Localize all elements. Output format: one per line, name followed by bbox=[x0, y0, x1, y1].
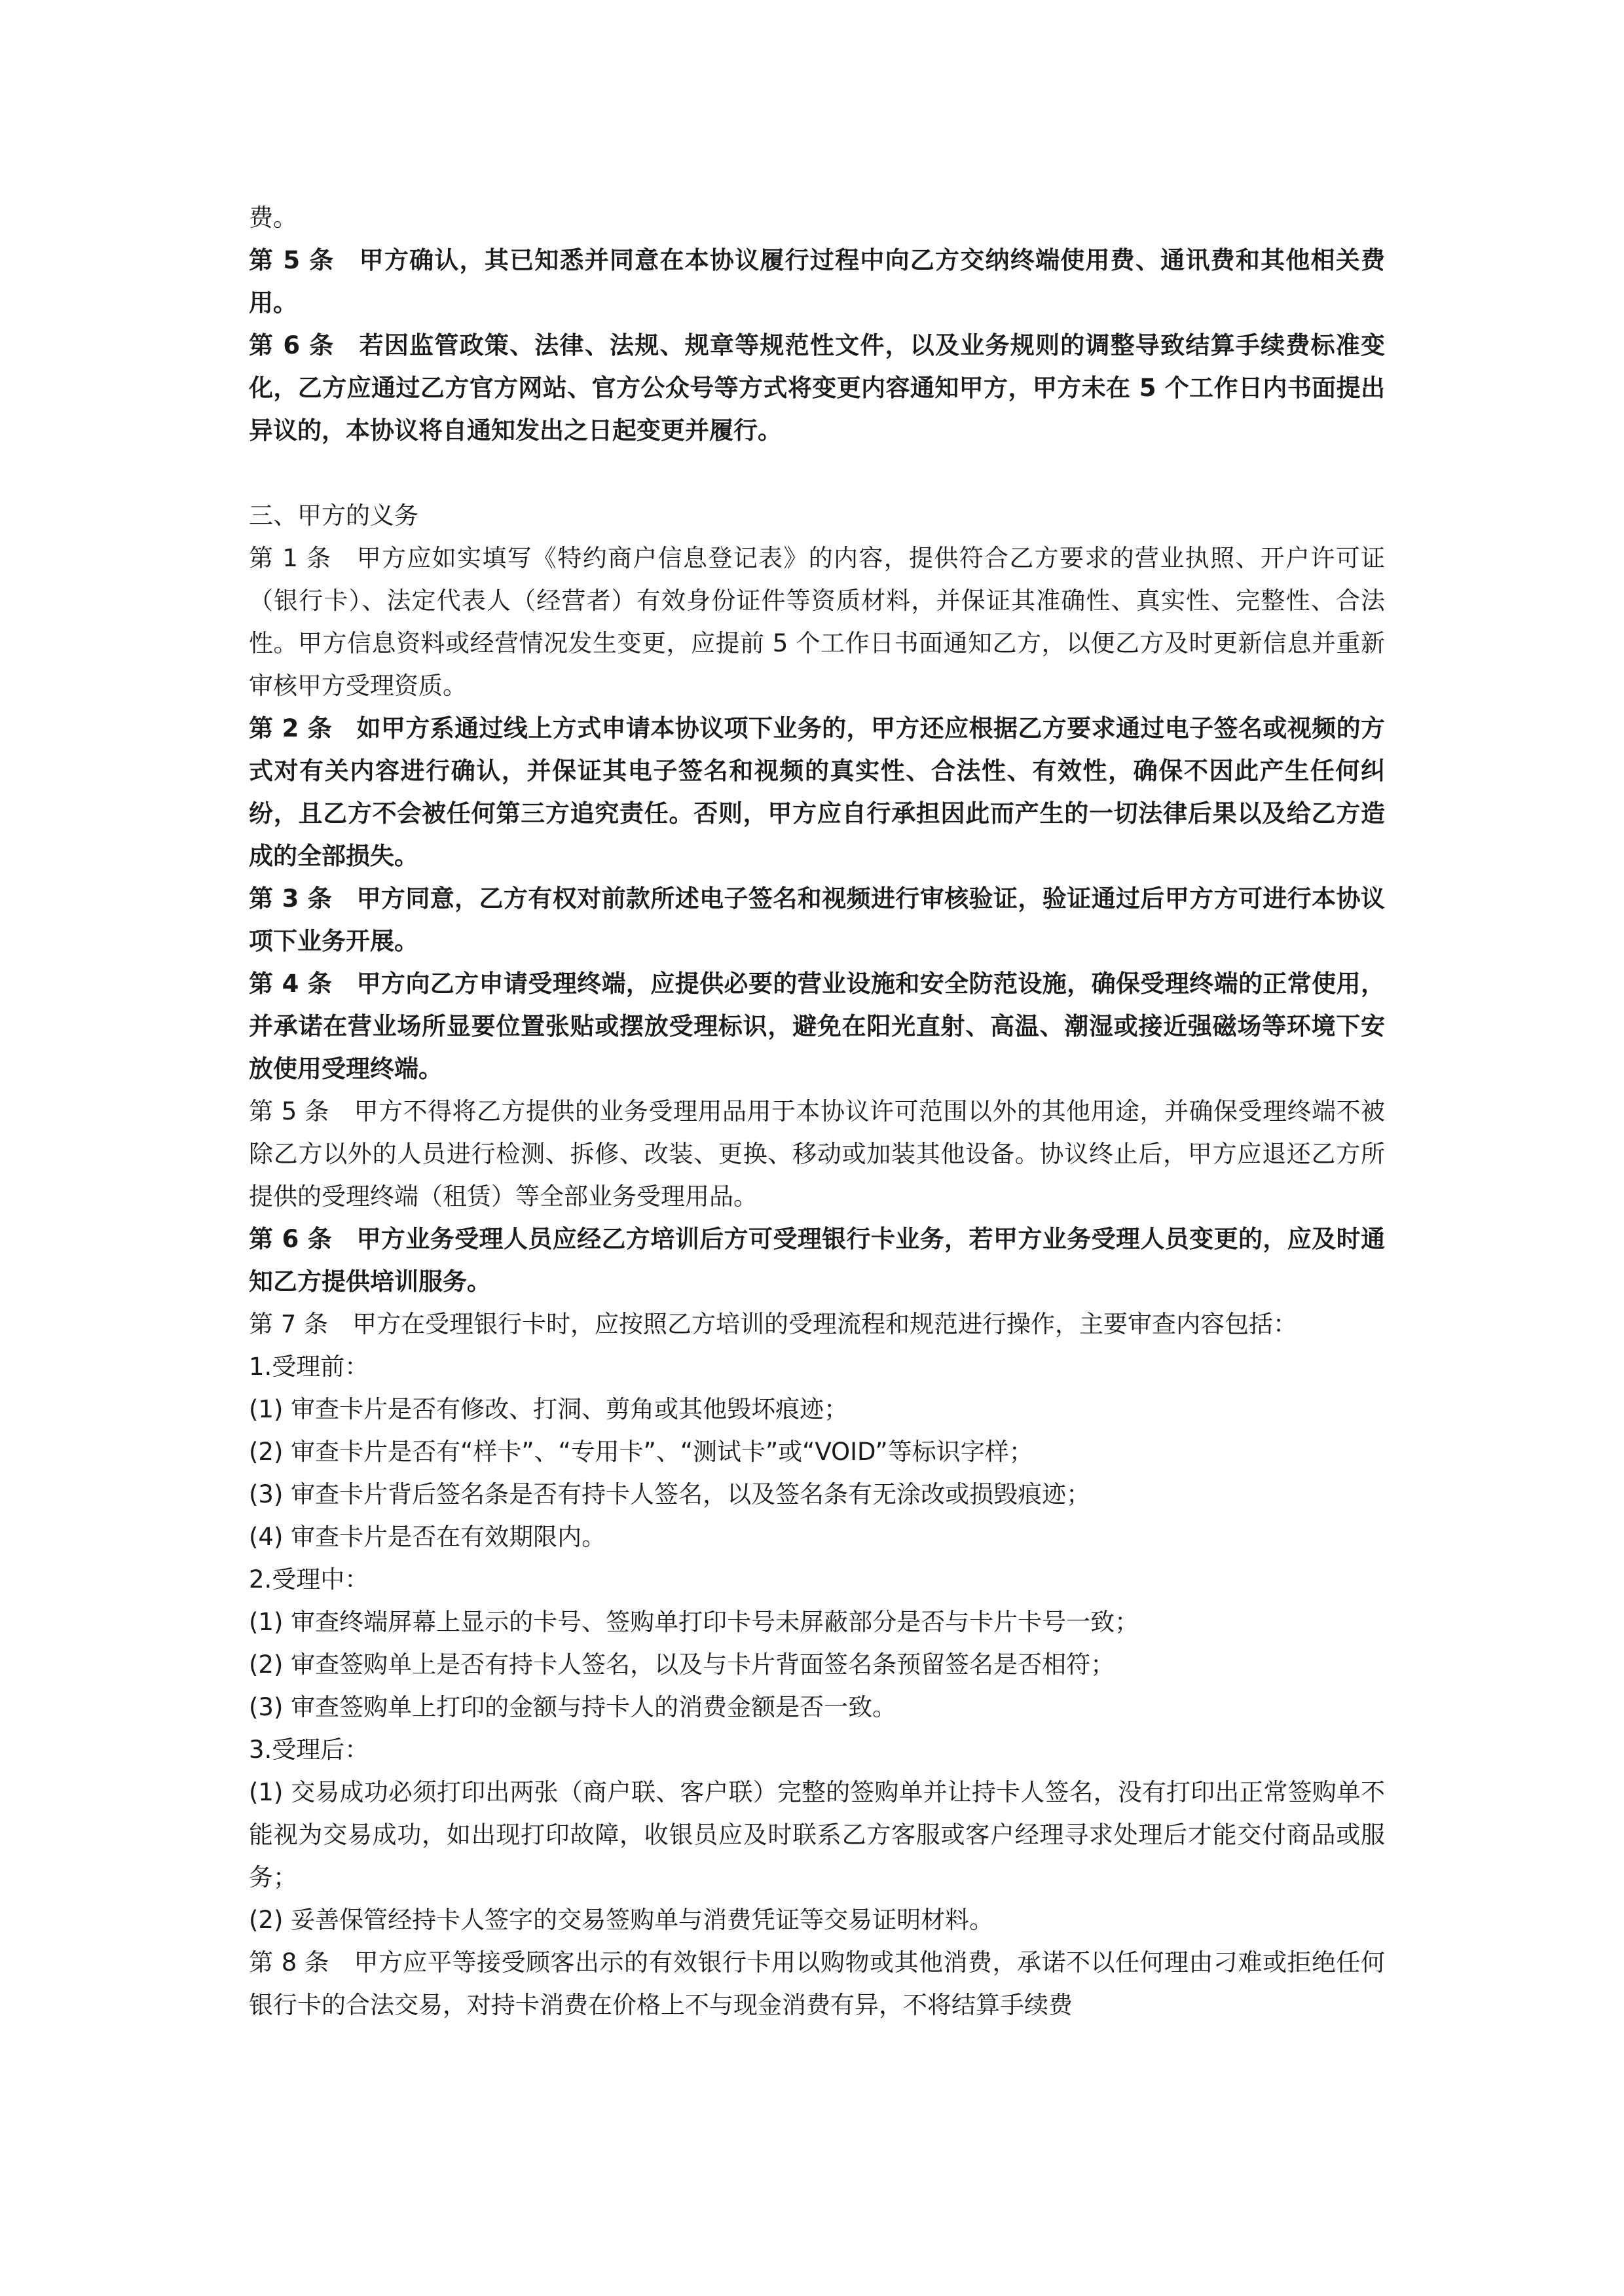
clause-1: 第 1 条 甲方应如实填写《特约商户信息登记表》的内容，提供符合乙方要求的营业执照、开户许可证（银行卡）、法定代表人（经营者）有效身份证件等资质材料，并保证其准确性、真实性、完整性、合法性。甲方信息资料或经营情况发生变更，应提前 5 个工作日书面通知乙方，以便乙方及时更新信息并重新审核甲方受理资质。 bbox=[249, 544, 1385, 700]
list-item: (1) 交易成功必须打印出两张（商户联、客户联）完整的签购单并让持卡人签名，没有打印出正常签购单不能视为交易成功，如出现打印故障，收银员应及时联系乙方客服或客户经理寻求处理后才能交付商品或服务； bbox=[249, 1778, 1385, 1891]
list-item: (2) 妥善保管经持卡人签字的交易签购单与消费凭证等交易证明材料。 bbox=[249, 1906, 994, 1934]
list-item: (2) 审查卡片是否有“样卡”、“专用卡”、“测试卡”或“VOID”等标识字样； bbox=[249, 1438, 1033, 1466]
clause-5: 第 5 条 甲方不得将乙方提供的业务受理用品用于本协议许可范围以外的其他用途，并确保受理终端不被除乙方以外的人员进行检测、拆修、改装、更换、移动或加装其他设备。协议终止后，甲方应退还乙方所提供的受理终端（租赁）等全部业务受理用品。 bbox=[249, 1097, 1385, 1211]
list-item: (1) 审查卡片是否有修改、打洞、剪角或其他毁坏痕迹； bbox=[249, 1395, 849, 1423]
clause-2: 第 2 条 如甲方系通过线上方式申请本协议项下业务的，甲方还应根据乙方要求通过电子签名或视频的方式对有关内容进行确认，并保证其电子签名和视频的真实性、合法性、有效性，确保不因此产生任何纠纷，且乙方不会被任何第三方追究责任。否则，甲方应自行承担因此而产生的一切法律后果以及给乙方造成的全部损失。 bbox=[249, 714, 1385, 870]
clause-7: 第 7 条 甲方在受理银行卡时，应按照乙方培训的受理流程和规范进行操作，主要审查内容包括： bbox=[249, 1310, 1298, 1338]
list-item: (1) 审查终端屏幕上显示的卡号、签购单打印卡号未屏蔽部分是否与卡片卡号一致； bbox=[249, 1608, 1139, 1636]
list-item: (3) 审查卡片背后签名条是否有持卡人签名，以及签名条有无涂改或损毁痕迹； bbox=[249, 1480, 1091, 1508]
clause-fee-change: 第 6 条 若因监管政策、法律、法规、规章等规范性文件，以及业务规则的调整导致结算手续费标准变化，乙方应通过乙方官方网站、官方公众号等方式将变更内容通知甲方，甲方未在 5 个工作日内书面提出异议的，本协议将自通知发出之日起变更并履行。 bbox=[249, 331, 1385, 445]
clause-6: 第 6 条 甲方业务受理人员应经乙方培训后方可受理银行卡业务，若甲方业务受理人员变更的，应及时通知乙方提供培训服务。 bbox=[249, 1225, 1385, 1296]
blank-line bbox=[249, 452, 1385, 494]
list-item: (4) 审查卡片是否在有效期限内。 bbox=[249, 1523, 606, 1551]
section-title: 三、甲方的义务 bbox=[249, 501, 418, 530]
clause-3: 第 3 条 甲方同意，乙方有权对前款所述电子签名和视频进行审核验证，验证通过后甲方方可进行本协议项下业务开展。 bbox=[249, 884, 1385, 955]
list-item: (3) 审查签购单上打印的金额与持卡人的消费金额是否一致。 bbox=[249, 1693, 897, 1721]
document-page bbox=[249, 196, 1385, 2026]
clause-8: 第 8 条 甲方应平等接受顾客出示的有效银行卡用以购物或其他消费，承诺不以任何理由刁难或拒绝任何银行卡的合法交易，对持卡消费在价格上不与现金消费有异，不将结算手续费 bbox=[249, 1948, 1385, 2019]
clause-fee-confirmation: 第 5 条 甲方确认，其已知悉并同意在本协议履行过程中向乙方交纳终端使用费、通讯费和其他相关费用。 bbox=[249, 246, 1385, 317]
sub-heading-during: 2.受理中： bbox=[249, 1565, 369, 1594]
paragraph-continuation: 费。 bbox=[249, 204, 297, 232]
list-item: (2) 审查签购单上是否有持卡人签名，以及与卡片背面签名条预留签名是否相符； bbox=[249, 1650, 1115, 1679]
sub-heading-before: 1.受理前： bbox=[249, 1353, 369, 1381]
clause-4: 第 4 条 甲方向乙方申请受理终端，应提供必要的营业设施和安全防范设施，确保受理终端的正常使用，并承诺在营业场所显要位置张贴或摆放受理标识，避免在阳光直射、高温、潮湿或接近强磁场等环境下安放使用受理终端。 bbox=[249, 970, 1385, 1083]
sub-heading-after: 3.受理后： bbox=[249, 1736, 369, 1764]
